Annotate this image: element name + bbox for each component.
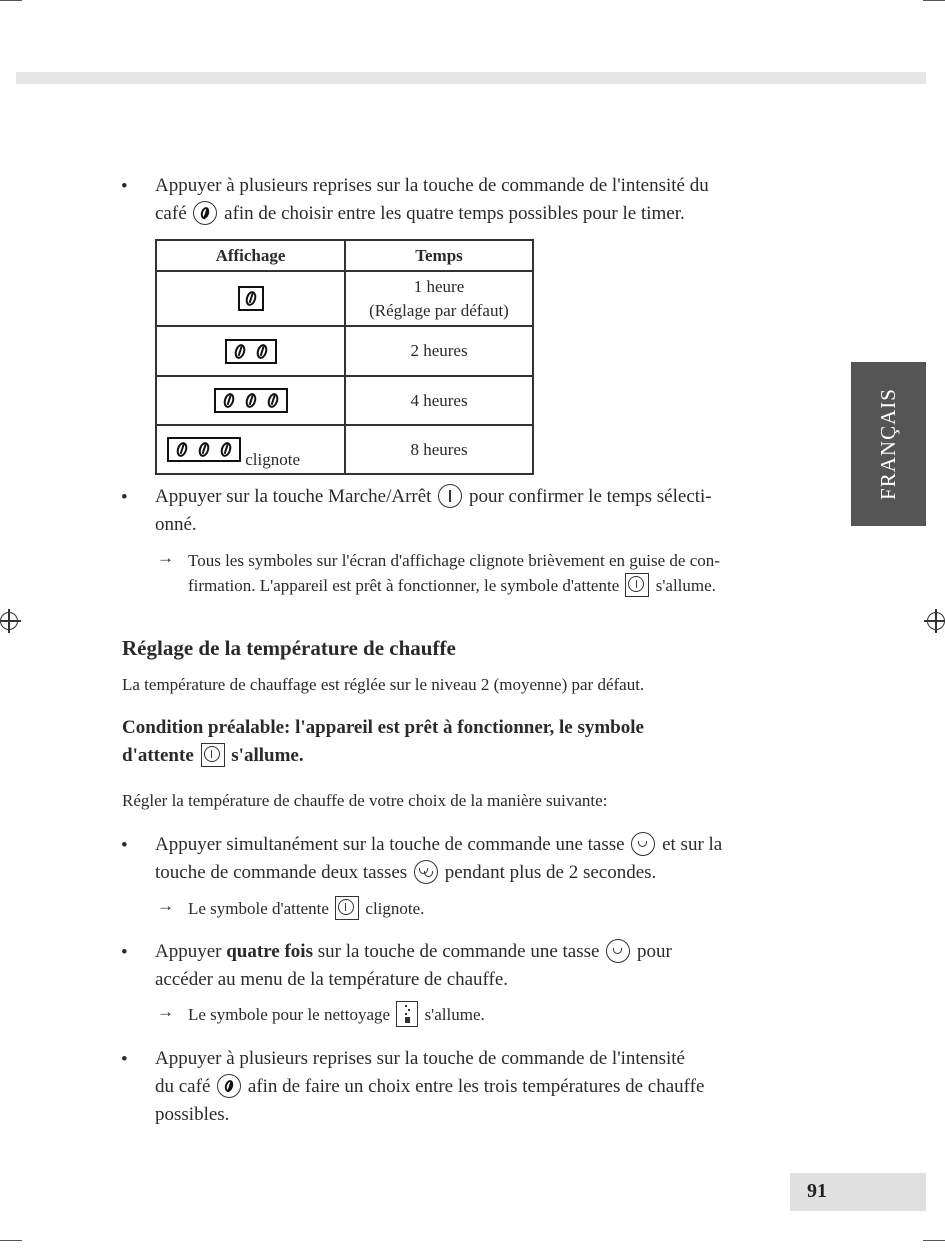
text-span: Appuyer	[155, 941, 222, 962]
result-arrow: →	[157, 896, 174, 915]
coffee-bean-icon	[265, 392, 279, 409]
result-text	[188, 1002, 485, 1029]
crop-mark	[923, 0, 945, 1]
precondition	[122, 714, 802, 770]
text-line	[155, 483, 835, 511]
text-span: sur la touche de commande une tasse	[317, 941, 600, 962]
registration-mark-icon	[0, 612, 18, 630]
paragraph	[155, 172, 835, 228]
text-span: café	[155, 203, 187, 224]
table-row	[156, 376, 533, 425]
text-line	[155, 938, 835, 966]
text-line: Tous les symboles sur l'écran d'affichage clignote brièvement en guise de con-	[188, 551, 720, 570]
coffee-bean-icon	[197, 441, 211, 458]
page-number: 91	[807, 1180, 827, 1202]
display-cell	[156, 326, 345, 376]
timer-table	[155, 239, 534, 475]
coffee-bean-icon	[254, 342, 268, 359]
cleaning-symbol-icon	[396, 1001, 418, 1027]
text-line: possibles.	[155, 1104, 230, 1125]
text-line: Appuyer à plusieurs reprises sur la touche de commande de l'intensité du	[155, 175, 709, 196]
text-span: s'allume.	[655, 576, 716, 595]
text-line	[188, 573, 828, 599]
coffee-bean-icon	[232, 342, 246, 359]
display-cell	[156, 425, 345, 474]
paragraph	[155, 938, 835, 994]
time-note: (Réglage par défaut)	[369, 300, 509, 320]
text-span: touche de commande deux tasses	[155, 862, 408, 883]
coffee-bean-icon	[175, 441, 189, 458]
result-text	[188, 548, 828, 599]
display-cell	[156, 376, 345, 425]
text-span: et sur la	[662, 834, 723, 855]
bullet: •	[121, 176, 128, 197]
bullet: •	[121, 1049, 128, 1070]
bullet: •	[121, 487, 128, 508]
time-cell: 4 heures	[345, 376, 533, 425]
page-number-box	[790, 1173, 926, 1211]
result-arrow: →	[157, 1002, 174, 1021]
standby-symbol-icon	[201, 743, 225, 767]
text-line	[122, 742, 802, 770]
text-line: Condition préalable: l'appareil est prêt à fonctionner, le symbole	[122, 717, 644, 738]
bean-display	[167, 437, 241, 462]
text-span: pour	[636, 941, 672, 962]
text-span: afin de faire un choix entre les trois températures de chauffe	[247, 1076, 705, 1097]
time-value: 1 heure	[413, 276, 465, 296]
table-header-row	[156, 240, 533, 271]
text-span: Le symbole pour le nettoyage	[188, 1005, 391, 1024]
crop-mark	[0, 1240, 22, 1241]
result-arrow: →	[157, 548, 174, 567]
emphasis: quatre fois	[226, 941, 313, 962]
text-span: clignote.	[365, 899, 425, 918]
text-span: du café	[155, 1076, 211, 1097]
coffee-strength-button-icon	[217, 1074, 241, 1098]
result-text	[188, 896, 424, 922]
table-row	[156, 425, 533, 474]
power-button-icon	[438, 484, 462, 508]
coffee-bean-icon	[243, 290, 257, 307]
language-label: FRANÇAIS	[876, 388, 900, 500]
header-bar	[16, 72, 926, 84]
text-span: pendant plus de 2 secondes.	[444, 862, 657, 883]
display-cell	[156, 271, 345, 326]
text-span: pour confirmer le temps sélecti-	[468, 486, 712, 507]
two-cups-button-icon	[414, 860, 438, 884]
paragraph	[155, 483, 835, 539]
text-line: accéder au menu de la température de chauffe.	[155, 969, 509, 990]
text-line	[155, 200, 835, 228]
paragraph	[155, 1045, 835, 1129]
blink-label: clignote	[245, 450, 301, 469]
table-header: Temps	[345, 240, 533, 271]
time-cell: 8 heures	[345, 425, 533, 474]
text-line: Appuyer à plusieurs reprises sur la touche de commande de l'intensité	[155, 1048, 685, 1069]
time-cell: 2 heures	[345, 326, 533, 376]
paragraph	[155, 831, 835, 887]
text-span: afin de choisir entre les quatre temps possibles pour le timer.	[224, 203, 685, 224]
text-span: Appuyer sur la touche Marche/Arrêt	[155, 486, 432, 507]
standby-symbol-icon	[335, 896, 359, 920]
text-line	[155, 859, 835, 887]
table-row	[156, 326, 533, 376]
time-cell	[345, 271, 533, 326]
bean-display	[238, 286, 264, 311]
coffee-bean-icon	[221, 392, 235, 409]
language-tab	[851, 362, 926, 526]
coffee-strength-button-icon	[193, 201, 217, 225]
text-span: s'allume.	[231, 745, 304, 766]
instruction: Régler la température de chauffe de votre choix de la manière suivante:	[122, 791, 608, 810]
text-line	[155, 831, 835, 859]
crop-mark	[923, 1240, 945, 1241]
one-cup-button-icon	[631, 832, 655, 856]
text-line: onné.	[155, 514, 197, 535]
text-span: Le symbole d'attente	[188, 899, 329, 918]
standby-symbol-icon	[625, 573, 649, 597]
registration-mark-icon	[927, 612, 945, 630]
text-span: s'allume.	[424, 1005, 485, 1024]
text-line	[155, 1073, 835, 1101]
coffee-bean-icon	[243, 392, 257, 409]
crop-mark	[0, 0, 22, 1]
text-span: firmation. L'appareil est prêt à fonctionner, le symbole d'attente	[188, 576, 620, 595]
one-cup-button-icon	[606, 939, 630, 963]
text-span: Appuyer simultanément sur la touche de commande une tasse	[155, 834, 625, 855]
bullet: •	[121, 835, 128, 856]
table-header: Affichage	[156, 240, 345, 271]
coffee-bean-icon	[219, 441, 233, 458]
text-span: d'attente	[122, 745, 194, 766]
bean-display	[214, 388, 288, 413]
bullet: •	[121, 942, 128, 963]
section-intro: La température de chauffage est réglée sur le niveau 2 (moyenne) par défaut.	[122, 675, 645, 694]
bean-display	[225, 339, 277, 364]
table-row	[156, 271, 533, 326]
section-heading: Réglage de la température de chauffe	[122, 636, 456, 660]
